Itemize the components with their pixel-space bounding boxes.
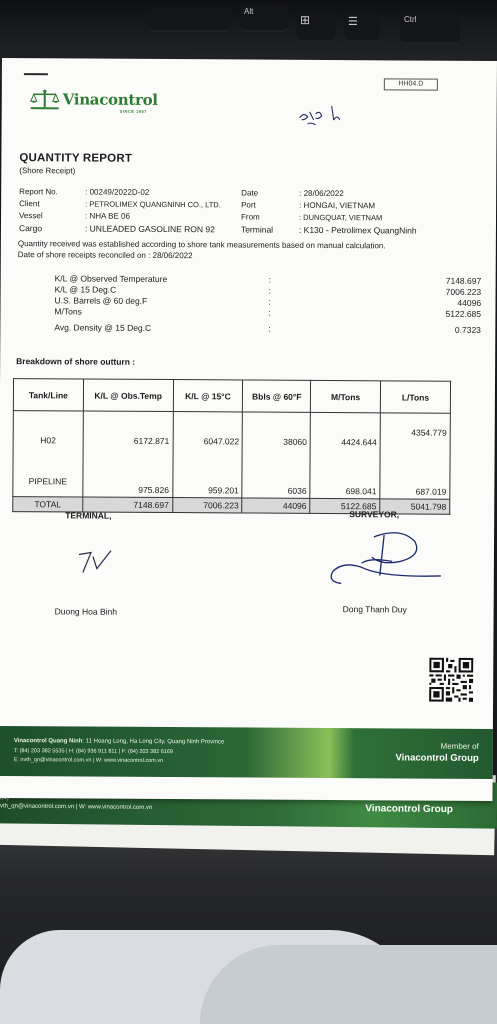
member-of-label: Member of: [440, 741, 479, 751]
underlying-email-line-2: vth_qn@vinacontrol.com.vn | W: www.vinacontrol.com.vn: [0, 803, 153, 811]
metric-row: [54, 295, 482, 308]
table-cell: 959.201: [172, 470, 242, 498]
office-phone-line: T: (84) 203 382 5535 | H: (84) 936 911 811 | F: (84) 203 382 6169: [13, 748, 174, 756]
info-label: Date: [241, 188, 259, 198]
info-left-block: [19, 186, 221, 235]
density-label: Avg. Density @ 15 Deg.C: [54, 322, 152, 333]
metric-colon: :: [268, 285, 271, 296]
info-label: From: [241, 212, 260, 222]
company-since: SINCE 1957: [119, 108, 147, 114]
menu-icon: ☰: [348, 16, 358, 28]
terminal-label: TERMINAL,: [65, 510, 112, 521]
metric-row: [54, 284, 482, 297]
footer-band: [0, 726, 493, 779]
info-label: Cargo: [18, 223, 43, 234]
form-code: HH04.D: [384, 78, 438, 90]
metric-colon: :: [268, 307, 271, 318]
column-header: M/Tons: [311, 380, 381, 412]
info-value: : HONGAI, VIETNAM: [299, 200, 376, 211]
total-cell: 44096: [242, 498, 310, 513]
total-cell: 5041.798: [380, 499, 450, 514]
qr-code: [429, 658, 473, 702]
info-value: : DUNGQUAT, VIETNAM: [299, 212, 383, 223]
windows-key: [296, 10, 336, 42]
surveyor-label: SURVEYOR,: [349, 509, 400, 520]
info-label: Client: [19, 199, 40, 209]
table-cell: 4354.779: [380, 413, 450, 471]
alt-key: [240, 4, 288, 32]
info-right-block: [241, 187, 417, 236]
column-header: Tank/Line: [13, 379, 83, 411]
table-cell: 6172.871: [83, 411, 173, 470]
info-row-cargo: [19, 222, 221, 235]
density-value: 0.7323: [454, 324, 481, 335]
info-value: : PETROLIMEX QUANGNINH CO., LTD.: [85, 199, 221, 210]
column-header: K/L @ Obs.Temp: [83, 379, 173, 412]
report-subtitle: (Shore Receipt): [19, 166, 76, 176]
key-blank: [150, 8, 230, 32]
terminal-signatory-name: Duong Hoa Binh: [54, 606, 118, 617]
breakdown-title: Breakdown of shore outturn :: [16, 356, 136, 367]
density-row: [54, 322, 481, 335]
total-cell: TOTAL: [13, 497, 83, 512]
column-header: Bbls @ 60°F: [243, 380, 311, 412]
metric-colon: :: [268, 296, 271, 307]
info-value: : 28/06/2022: [299, 188, 344, 199]
ctrl-key-label: Ctrl: [404, 15, 417, 24]
column-header: L/Tons: [380, 381, 450, 413]
note-line-1: Quantity received was established according to shore tank measurements based on manual calculation.: [17, 239, 386, 251]
terminal-signature: [77, 546, 127, 576]
metric-label: M/Tons: [54, 306, 82, 317]
column-header: K/L @ 15°C: [173, 380, 243, 412]
info-label: Vessel: [19, 211, 43, 221]
table-cell: H02: [13, 411, 83, 469]
table-cell: 6036: [242, 470, 310, 498]
info-row-date: [241, 187, 417, 200]
metric-value: 44096: [457, 297, 482, 308]
office-email-line: E: nvth_qn@vinacontrol.com.vn | W: www.vinacontrol.com.vn: [13, 757, 164, 764]
company-name: Vinacontrol: [62, 90, 158, 109]
total-cell: 5122.685: [310, 498, 380, 513]
top-dash: [24, 73, 48, 75]
info-label: Report No.: [19, 187, 58, 197]
group-name: Vinacontrol Group: [395, 752, 479, 764]
metric-value: 7148.697: [445, 275, 482, 286]
info-value: : K130 - Petrolimex QuangNinh: [298, 224, 417, 236]
surveyor-signature: [321, 530, 443, 593]
table-row: [13, 411, 450, 472]
table-cell: 698.041: [310, 470, 380, 498]
metric-label: U.S. Barrels @ 60 deg.F: [54, 295, 148, 306]
ctrl-key: [400, 12, 460, 44]
lap-fabric-shadow: [200, 945, 497, 1024]
table-cell: 4424.644: [310, 412, 380, 470]
scales-logo-icon: [30, 88, 60, 110]
handwritten-date-mark: [298, 100, 348, 130]
info-value: : NHA BE 06: [85, 211, 130, 221]
total-cell: 7148.697: [83, 497, 173, 513]
table-cell: 6047.022: [173, 412, 243, 470]
report-title: QUANTITY REPORT: [19, 152, 133, 165]
metric-label: K/L @ Observed Temperature: [54, 273, 168, 285]
density-colon: :: [268, 323, 271, 334]
metric-row: [54, 306, 482, 319]
metric-label: K/L @ 15 Deg.C: [54, 284, 117, 295]
surveyor-signatory-name: Dong Thanh Duy: [342, 604, 407, 615]
underlying-fragment-2: 84): [0, 795, 9, 802]
table-cell: 687.019: [380, 471, 450, 499]
metric-row: [54, 273, 482, 286]
table-cell: 975.826: [83, 469, 173, 498]
info-row-port: [241, 199, 417, 212]
measurement-note: [18, 238, 386, 262]
office-name: Vinacontrol Quang Ninh: [13, 738, 83, 745]
table-header-row: [13, 379, 450, 414]
info-value: : 00249/2022D-02: [85, 187, 150, 197]
windows-icon: ⊞: [300, 13, 311, 27]
info-row-terminal: [241, 223, 417, 236]
quantity-summary: [54, 273, 482, 335]
table-cell: 38060: [242, 412, 310, 470]
table-row: [13, 469, 450, 500]
info-row-from: [241, 211, 417, 224]
table-cell: PIPELINE: [13, 469, 83, 497]
info-label: Port: [241, 200, 256, 210]
office-address: [14, 738, 224, 745]
info-label: Terminal: [240, 224, 274, 235]
metric-value: 5122.685: [445, 308, 482, 319]
company-logo: [30, 88, 158, 111]
outturn-table: [12, 378, 451, 515]
metric-colon: :: [268, 274, 272, 285]
menu-key: [344, 12, 380, 42]
note-line-2: Date of shore receipts reconciled on : 28/06/2022: [17, 250, 193, 261]
total-cell: 7006.223: [172, 498, 242, 513]
info-value: : UNLEADED GASOLINE RON 92: [84, 223, 215, 235]
office-address-text: : 11 Hoang Long, Ha Long City, Quang Ninh Province: [82, 738, 225, 746]
quantity-report-sheet: [0, 58, 497, 801]
underlying-group-name: Vinacontrol Group: [365, 803, 453, 816]
metric-value: 7006.223: [445, 286, 482, 297]
alt-key-label: Alt: [244, 7, 254, 16]
